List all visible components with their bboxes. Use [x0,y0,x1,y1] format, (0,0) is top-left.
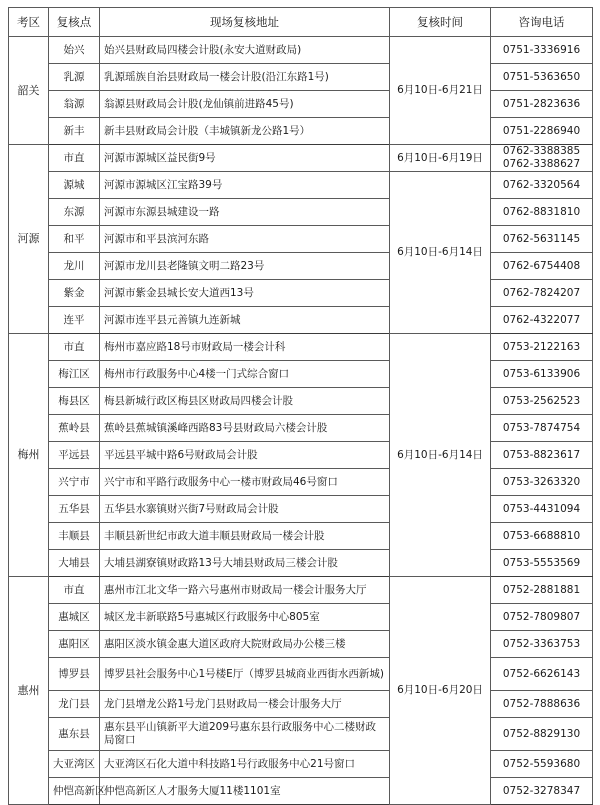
address-cell: 河源市源城区江宝路39号 [100,172,390,199]
review-point-cell: 乳源 [49,64,100,91]
table-row [9,631,593,658]
table-row [9,718,593,751]
table-row [9,604,593,631]
phone-cell [491,307,593,334]
address-cell: 河源市龙川县老隆镇文明二路23号 [100,253,390,280]
review-point-cell: 紫金 [49,280,100,307]
phone-number: 0753-7874754 [502,421,581,434]
review-point-cell: 翁源 [49,91,100,118]
table-row [9,280,593,307]
phone-cell [491,361,593,388]
phone-number: 0762-7824207 [502,286,581,299]
phone-number: 0753-6133906 [502,367,581,380]
phone-cell [491,778,593,805]
phone-cell [491,145,593,172]
phone-number: 0762-3388627 [502,158,581,170]
phone-number: 0753-4431094 [502,502,581,515]
address-cell: 兴宁市和平路行政服务中心一楼市财政局46号窗口 [100,469,390,496]
phone-cell [491,91,593,118]
table-row [9,442,593,469]
table-row [9,523,593,550]
district-cell: 韶关 [9,37,49,145]
review-point-cell: 五华县 [49,496,100,523]
table-body [9,37,593,805]
phone-cell [491,253,593,280]
address-cell: 河源市紫金县城长安大道西13号 [100,280,390,307]
phone-cell [491,280,593,307]
review-point-cell: 大埔县 [49,550,100,577]
review-point-cell: 龙门县 [49,691,100,718]
review-point-cell: 惠阳区 [49,631,100,658]
address-cell: 翁源县财政局会计股(龙仙镇前进路45号) [100,91,390,118]
phone-cell [491,658,593,691]
address-cell: 大埔县湖寮镇财政路13号大埔县财政局三楼会计股 [100,550,390,577]
review-point-cell: 龙川 [49,253,100,280]
address-cell: 始兴县财政局四楼会计股(永安大道财政局) [100,37,390,64]
review-points-table [8,7,593,805]
table-row [9,37,593,64]
table-row [9,91,593,118]
address-cell: 河源市和平县滨河东路 [100,226,390,253]
address-cell: 蕉岭县蕉城镇溪峰西路83号县财政局六楼会计股 [100,415,390,442]
phone-number: 0751-3336916 [502,43,581,56]
phone-number: 0752-3363753 [502,637,581,650]
address-cell: 大亚湾区石化大道中科技路1号行政服务中心21号窗口 [100,751,390,778]
review-point-cell: 惠东县 [49,718,100,751]
review-point-cell: 市直 [49,145,100,172]
phone-cell [491,577,593,604]
table-row [9,253,593,280]
table-row [9,226,593,253]
phone-number: 0752-6626143 [502,667,581,680]
address-cell: 惠东县平山镇新平大道209号惠东县行政服务中心二楼财政局窗口 [100,718,390,751]
phone-number: 0762-3320564 [502,178,581,191]
table-row [9,469,593,496]
phone-number: 0753-6688810 [502,529,581,542]
address-cell: 新丰县财政局会计股（丰城镇新龙公路1号） [100,118,390,145]
review-point-cell: 源城 [49,172,100,199]
phone-number: 0752-2881881 [502,583,581,596]
table-row [9,415,593,442]
table-row [9,145,593,172]
address-cell: 梅县新城行政区梅县区财政局四楼会计股 [100,388,390,415]
phone-number: 0752-8829130 [502,727,581,740]
phone-cell [491,718,593,751]
address-cell: 仲恺高新区人才服务大厦11楼1101室 [100,778,390,805]
review-point-cell: 市直 [49,577,100,604]
table-row [9,307,593,334]
review-point-cell: 大亚湾区 [49,751,100,778]
address-cell: 博罗县社会服务中心1号楼E厅（博罗县城商业西街水西新城) [100,658,390,691]
review-time-cell: 6月10日-6月20日 [390,577,491,805]
phone-cell [491,199,593,226]
review-point-cell: 蕉岭县 [49,415,100,442]
review-point-cell: 始兴 [49,37,100,64]
phone-number: 0752-7888636 [502,697,581,710]
phone-number: 0753-5553569 [502,556,581,569]
phone-cell [491,442,593,469]
phone-cell [491,388,593,415]
review-point-cell: 惠城区 [49,604,100,631]
review-point-cell: 平远县 [49,442,100,469]
phone-cell [491,64,593,91]
column-header-address: 现场复核地址 [100,8,390,37]
address-cell: 惠阳区淡水镇金惠大道区政府大院财政局办公楼三楼 [100,631,390,658]
phone-cell [491,523,593,550]
phone-number: 0762-6754408 [502,259,581,272]
review-point-cell: 丰顺县 [49,523,100,550]
review-point-cell: 连平 [49,307,100,334]
review-time-cell: 6月10日-6月19日 [390,145,491,172]
phone-number: 0752-7809807 [502,610,581,623]
phone-cell [491,631,593,658]
table-row [9,691,593,718]
phone-number: 0762-3388385 [502,145,581,158]
address-cell: 河源市东源县城建设一路 [100,199,390,226]
address-cell: 城区龙丰新联路5号惠城区行政服务中心805室 [100,604,390,631]
address-cell: 龙门县增龙公路1号龙门县财政局一楼会计服务大厅 [100,691,390,718]
table-row [9,388,593,415]
district-cell: 河源 [9,145,49,334]
table-row [9,334,593,361]
review-time-cell: 6月10日-6月21日 [390,37,491,145]
address-cell: 梅州市行政服务中心4楼一门式综合窗口 [100,361,390,388]
table-row [9,658,593,691]
table-row [9,577,593,604]
phone-cell [491,691,593,718]
phone-number: 0753-3263320 [502,475,581,488]
table-header [9,8,593,37]
phone-cell [491,751,593,778]
phone-cell [491,604,593,631]
review-time-cell: 6月10日-6月14日 [390,334,491,577]
phone-number: 0762-4322077 [502,313,581,326]
table-row [9,361,593,388]
header-row [9,8,593,37]
phone-cell [491,37,593,64]
phone-cell [491,226,593,253]
phone-number: 0762-8831810 [502,205,581,218]
review-point-cell: 新丰 [49,118,100,145]
table-row [9,550,593,577]
column-header-district: 考区 [9,8,49,37]
table-row [9,778,593,805]
phone-cell [491,550,593,577]
phone-number: 0753-2122163 [502,340,581,353]
column-header-point: 复核点 [49,8,100,37]
phone-cell [491,118,593,145]
table-row [9,118,593,145]
phone-number: 0753-8823617 [502,448,581,461]
phone-number: 0751-2823636 [502,97,581,110]
address-cell: 梅州市嘉应路18号市财政局一楼会计科 [100,334,390,361]
district-cell: 梅州 [9,334,49,577]
phone-number: 0752-5593680 [502,757,581,770]
review-point-cell: 和平 [49,226,100,253]
review-point-cell: 仲恺高新区 [49,778,100,805]
review-point-cell: 博罗县 [49,658,100,691]
review-point-cell: 兴宁市 [49,469,100,496]
phone-cell [491,172,593,199]
phone-cell [491,415,593,442]
phone-cell [491,496,593,523]
review-point-cell: 梅县区 [49,388,100,415]
table-row [9,172,593,199]
phone-number: 0751-2286940 [502,124,581,137]
phone-number: 0751-5363650 [502,70,581,83]
address-cell: 河源市连平县元善镇九连新城 [100,307,390,334]
column-header-phone: 咨询电话 [491,8,593,37]
column-header-time: 复核时间 [390,8,491,37]
phone-number: 0753-2562523 [502,394,581,407]
phone-number: 0752-3278347 [502,784,581,797]
address-cell: 五华县水寨镇财兴街7号财政局会计股 [100,496,390,523]
district-cell: 惠州 [9,577,49,805]
address-cell: 河源市源城区益民街9号 [100,145,390,172]
address-cell: 惠州市江北文华一路六号惠州市财政局一楼会计服务大厅 [100,577,390,604]
review-point-cell: 东源 [49,199,100,226]
table-row [9,64,593,91]
review-point-cell: 市直 [49,334,100,361]
review-point-cell: 梅江区 [49,361,100,388]
review-time-cell: 6月10日-6月14日 [390,172,491,334]
table-row [9,496,593,523]
phone-cell [491,469,593,496]
table-row [9,199,593,226]
phone-number: 0762-5631145 [502,232,581,245]
table-row [9,751,593,778]
address-cell: 乳源瑶族自治县财政局一楼会计股(沿江东路1号) [100,64,390,91]
address-cell: 平远县平城中路6号财政局会计股 [100,442,390,469]
address-cell: 丰顺县新世纪市政大道丰顺县财政局一楼会计股 [100,523,390,550]
phone-cell [491,334,593,361]
